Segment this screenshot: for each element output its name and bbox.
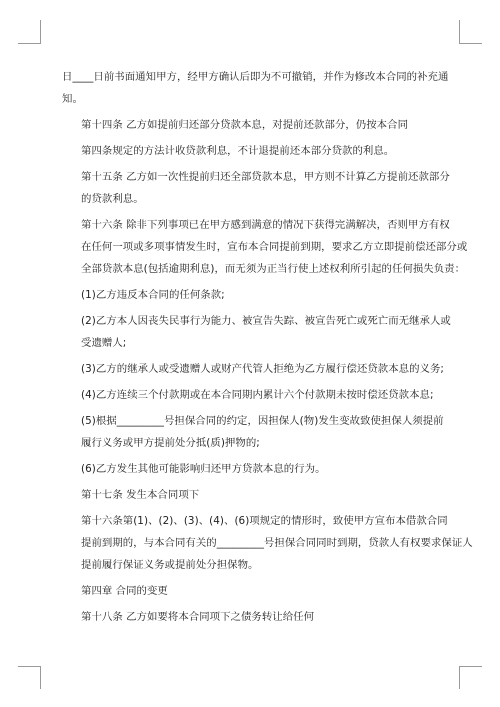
paragraph-article-14-cont xyxy=(62,140,442,162)
paragraph-item-3 xyxy=(62,358,442,380)
paragraph-item-2 xyxy=(62,310,451,354)
text-line: 全部贷款本息(包括逾期利息)，而无须为正当行使上述权利所引起的任何损失负责： xyxy=(81,263,466,275)
paragraph-item-6 xyxy=(62,458,442,480)
text-line: 受遗赠人; xyxy=(81,337,127,349)
text-line: 第十八条 乙方如要将本合同项下之债务转让给任何 xyxy=(81,611,315,623)
text-line: (2)乙方本人因丧失民事行为能力、被宣告失踪、被宣告死亡或死亡而无继承人或 xyxy=(81,315,451,327)
page-body xyxy=(62,66,473,628)
text-line: (4)乙方连续三个付款期或在本合同期内累计六个付款期未按时偿还贷款本息; xyxy=(81,389,434,401)
paragraph-item-5 xyxy=(62,410,442,454)
text-line: 日____日前书面通知甲方，经甲方确认后即为不可撤销，并作为修改本合同的补充通 xyxy=(62,71,449,83)
text-line: (6)乙方发生其他可能影响归还甲方贷款本息的行为。 xyxy=(81,463,326,475)
text-line: 提前到期的，与本合同有关的_________号担保合同同时到期，贷款人有权要求保证人 xyxy=(81,537,473,549)
text-line: (1)乙方违反本合同的任何条款; xyxy=(81,289,225,301)
text-line: 第十七条 发生本合同项下 xyxy=(81,489,200,501)
paragraph-article-14 xyxy=(62,114,442,136)
text-line: 在任何一项或多项事情发生时，宣布本合同提前到期，要求乙方立即提前偿还部分或 xyxy=(81,241,468,253)
paragraph-article-15 xyxy=(62,166,450,210)
text-line: 履行义务或甲方提前处分抵(质)押物的; xyxy=(81,437,260,449)
text-line: 知。 xyxy=(62,93,83,105)
paragraph-item-1 xyxy=(62,284,442,306)
paragraph-article-16 xyxy=(62,214,468,280)
text-line: 提前履行保证义务或提前处分担保物。 xyxy=(81,559,259,571)
paragraph-notice-continuation xyxy=(62,66,449,110)
paragraph-item-4 xyxy=(62,384,442,406)
text-line: 第四章 合同的变更 xyxy=(81,585,168,597)
paragraph-article-17-cont xyxy=(62,510,473,576)
text-line: 第十五条 乙方如一次性提前归还全部贷款本息，甲方则不计算乙方提前还款部分 xyxy=(81,171,450,183)
text-line: 第十六条第(1)、(2)、(3)、(4)、(6)项规定的情形时，致使甲方宣布本借款合同 xyxy=(81,515,448,527)
text-line: (5)根据_________号担保合同的约定，因担保人(物)发生变故致使担保人须提前 xyxy=(81,415,444,427)
text-line: (3)乙方的继承人或受遗赠人或财产代管人拒绝为乙方履行偿还贷款本息的义务; xyxy=(81,363,444,375)
text-line: 第四条规定的方法计收贷款利息，不计退提前还本部分贷款的利息。 xyxy=(81,145,395,157)
paragraph-article-18 xyxy=(62,606,442,628)
chapter-heading xyxy=(62,580,442,602)
text-line: 第十六条 除非下列事项已在甲方感到满意的情况下获得完满解决，否则甲方有权 xyxy=(81,219,450,231)
text-line: 的贷款利息。 xyxy=(81,193,144,205)
text-line: 第十四条 乙方如提前归还部分贷款本息，对提前还款部分，仍按本合同 xyxy=(81,119,409,131)
paragraph-article-17 xyxy=(62,484,442,506)
